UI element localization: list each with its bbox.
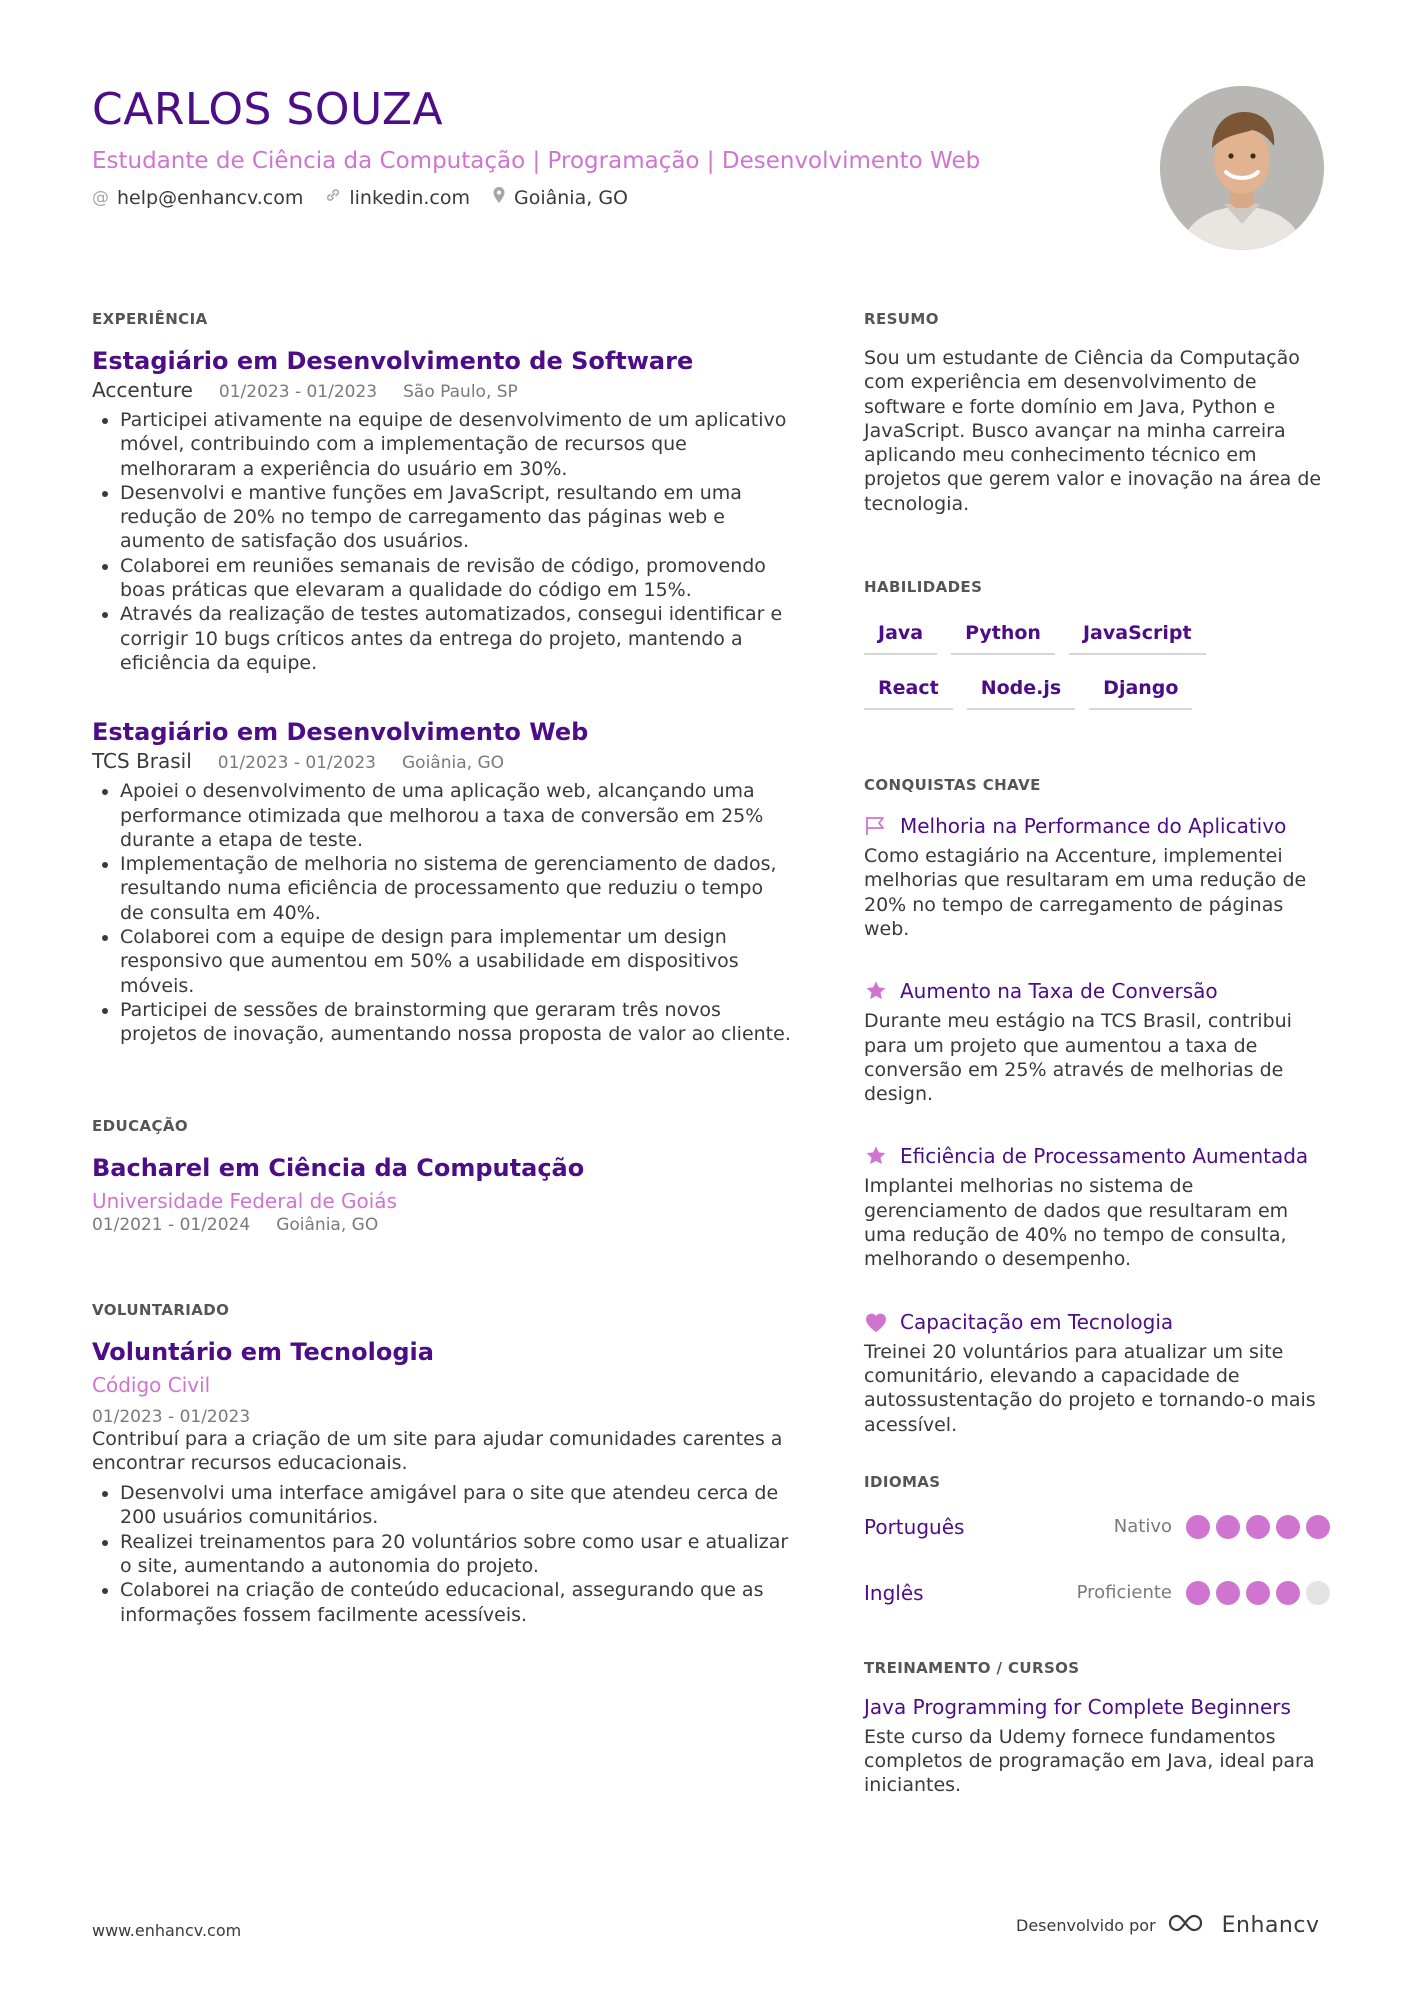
bullet-item: • Desenvolvi e mantive funções em JavaScript, resultando em uma redução de 20% no tempo de carregamento das páginas web e aumento de satisfação dos usuários. — [120, 481, 792, 554]
language-row — [864, 1509, 1330, 1545]
footer-website[interactable]: www.enhancv.com — [92, 1921, 242, 1940]
job-company: TCS Brasil — [92, 749, 192, 774]
job-role: Estagiário em Desenvolvimento Web — [92, 718, 589, 747]
achievement-item — [864, 812, 1330, 941]
contact-linkedin[interactable]: linkedin.com — [325, 186, 470, 209]
skill-tag: JavaScript — [1069, 618, 1206, 655]
rating-dot-filled — [1216, 1581, 1240, 1605]
rating-dot-filled — [1276, 1581, 1300, 1605]
footer-branding — [1016, 1912, 1319, 1938]
achievement-title: Melhoria na Performance do Aplicativo — [900, 814, 1287, 839]
language-rating — [1186, 1581, 1330, 1605]
link-icon — [325, 187, 341, 208]
section-heading: TREINAMENTO / CURSOS — [864, 1658, 1080, 1677]
course-text: Este curso da Udemy fornece fundamentos completos de programação em Java, ideal para iniciantes. — [864, 1725, 1315, 1797]
bullet-item: • Colaborei na criação de conteúdo educacional, assegurando que as informações fossem facilmente acessíveis. — [120, 1578, 792, 1627]
skills-list — [864, 618, 1304, 710]
bullet-item: • Realizei treinamentos para 20 voluntários sobre como usar e atualizar o site, aumentando a autonomia do projeto. — [120, 1530, 792, 1579]
language-row — [864, 1575, 1330, 1611]
language-name: Português — [864, 1514, 965, 1539]
achievement-title: Capacitação em Tecnologia — [900, 1309, 1174, 1334]
section-heading: IDIOMAS — [864, 1472, 941, 1491]
rating-dot-filled — [1276, 1515, 1300, 1539]
contact-bar — [92, 186, 628, 209]
achievement-item — [864, 977, 1330, 1106]
education-location: Goiânia, GO — [276, 1214, 379, 1235]
contact-email[interactable]: @ help@enhancv.com — [92, 186, 304, 209]
achievement-title: Aumento na Taxa de Conversão — [900, 979, 1218, 1004]
achievement-text: Durante meu estágio na TCS Brasil, contribui para um projeto que aumentou a taxa de conversão em 25% através de melhorias de design. — [864, 1010, 1292, 1106]
bullet-item: • Desenvolvi uma interface amigável para o site que atendeu cerca de 200 usuários comunitários. — [120, 1481, 792, 1530]
rating-dot-empty — [1306, 1581, 1330, 1605]
languages-section — [864, 1473, 1330, 1611]
skill-tag: Node.js — [967, 673, 1075, 710]
profile-photo — [1160, 86, 1324, 250]
education-section — [92, 1117, 792, 1235]
skill-tag: Django — [1089, 673, 1192, 710]
candidate-title: Estudante de Ciência da Computação | Programação | Desenvolvimento Web — [92, 148, 981, 174]
achievement-text: Treinei 20 voluntários para atualizar um site comunitário, elevando a capacidade de autossustentação do projeto e tornando-o mais acessível. — [864, 1340, 1316, 1436]
contact-location: Goiânia, GO — [492, 186, 628, 209]
skills-section — [864, 578, 1330, 710]
language-level: Proficiente — [1076, 1582, 1172, 1604]
volunteer-description: Contribuí para a criação de um site para ajudar comunidades carentes a encontrar recursos educacionais. — [92, 1427, 783, 1474]
rating-dot-filled — [1246, 1515, 1270, 1539]
job-bullets — [92, 408, 792, 675]
job-dates: 01/2023 - 01/2023 — [218, 382, 378, 402]
achievement-item — [864, 1142, 1330, 1271]
summary-text: Sou um estudante de Ciência da Computação com experiência em desenvolvimento de software e forte domínio em Java, Python e JavaScript. Busco avançar na minha carreira aplicando meu conhecimento técnico em projetos que gerem valor e inovação na área de tecnologia. — [864, 347, 1322, 515]
section-heading: EDUCAÇÃO — [92, 1116, 189, 1135]
job-entry — [92, 346, 792, 675]
section-heading: CONQUISTAS CHAVE — [864, 776, 1041, 795]
job-company: Accenture — [92, 378, 193, 402]
volunteer-section — [92, 1301, 792, 1627]
job-bullets — [92, 779, 792, 1046]
job-dates: 01/2023 - 01/2023 — [217, 753, 376, 774]
star-icon — [864, 1144, 888, 1168]
job-entry — [92, 717, 792, 1046]
skill-tag: React — [864, 673, 953, 710]
volunteer-role: Voluntário em Tecnologia — [92, 1337, 434, 1366]
volunteer-bullets — [92, 1481, 792, 1627]
training-section — [864, 1659, 1330, 1798]
rating-dot-filled — [1186, 1581, 1210, 1605]
powered-by-label: Desenvolvido por — [1016, 1915, 1156, 1935]
achievement-text: Como estagiário na Accenture, implementei melhorias que resultaram em uma redução de 20% no tempo de carregamento de páginas web. — [864, 845, 1307, 940]
achievement-item — [864, 1308, 1330, 1437]
bullet-item: • Apoiei o desenvolvimento de uma aplicação web, alcançando uma performance otimizada que melhorou a taxa de conversão em 25% durante a etapa de teste. — [120, 779, 792, 852]
bullet-item: • Colaborei com a equipe de design para implementar um design responsivo que aumentou em 50% a usabilidade em dispositivos móveis. — [120, 925, 792, 998]
rating-dot-filled — [1186, 1515, 1210, 1539]
right-column — [864, 310, 1330, 1798]
achievement-text: Implantei melhorias no sistema de gerenciamento de dados que resultaram em uma redução de 40% no tempo de consulta, melhorando o desempenho. — [864, 1175, 1289, 1271]
course-title: Java Programming for Complete Beginners — [864, 1694, 1291, 1719]
job-role: Estagiário em Desenvolvimento de Software — [92, 347, 694, 375]
volunteer-dates: 01/2023 - 01/2023 — [92, 1406, 251, 1427]
achievements-section — [864, 776, 1330, 1437]
volunteer-org: Código Civil — [92, 1372, 211, 1397]
job-meta — [92, 749, 792, 773]
job-location: Goiânia, GO — [402, 753, 504, 774]
bullet-item: • Através da realização de testes automatizados, consegui identificar e corrigir 10 bugs críticos antes da entrega do projeto, mantendo a eficiência da equipe. — [120, 602, 792, 675]
language-rating — [1186, 1515, 1330, 1539]
rating-dot-filled — [1306, 1515, 1330, 1539]
brand-name: Enhancv — [1221, 1912, 1320, 1938]
job-meta — [92, 378, 792, 402]
section-heading: RESUMO — [864, 310, 939, 328]
section-heading: EXPERIÊNCIA — [92, 310, 208, 328]
job-location: São Paulo, SP — [403, 382, 518, 402]
education-degree: Bacharel em Ciência da Computação — [92, 1153, 585, 1182]
star-icon — [864, 979, 888, 1003]
enhancv-logo-icon — [1166, 1912, 1212, 1938]
bullet-item: • Colaborei em reuniões semanais de revisão de código, promovendo boas práticas que elevaram a qualidade do código em 15%. — [120, 554, 792, 603]
location-pin-icon — [492, 186, 506, 209]
language-name: Inglês — [864, 1580, 924, 1605]
left-column — [92, 310, 792, 1627]
section-heading: HABILIDADES — [864, 578, 983, 597]
education-school: Universidade Federal de Goiás — [92, 1188, 397, 1213]
summary-section — [864, 310, 1330, 516]
candidate-name: CARLOS SOUZA — [92, 84, 444, 135]
flag-icon — [864, 814, 888, 838]
skill-tag: Java — [864, 618, 937, 655]
language-level: Nativo — [1113, 1516, 1172, 1538]
rating-dot-filled — [1246, 1581, 1270, 1605]
education-meta — [92, 1215, 792, 1235]
heart-icon — [864, 1310, 888, 1334]
rating-dot-filled — [1216, 1515, 1240, 1539]
bullet-item: • Implementação de melhoria no sistema de gerenciamento de dados, resultando numa eficiência de processamento que reduziu o tempo de consulta em 40%. — [120, 852, 792, 925]
bullet-item: • Participei de sessões de brainstorming que geraram três novos projetos de inovação, aumentando nossa proposta de valor ao cliente. — [120, 998, 792, 1047]
achievement-title: Eficiência de Processamento Aumentada — [900, 1144, 1309, 1169]
at-icon: @ — [92, 187, 109, 208]
experience-section — [92, 310, 792, 1047]
education-dates: 01/2021 - 01/2024 — [92, 1214, 251, 1235]
bullet-item: • Participei ativamente na equipe de desenvolvimento de um aplicativo móvel, contribuindo com a implementação de recursos que melhoraram a experiência do usuário em 30%. — [120, 408, 792, 481]
skill-tag: Python — [951, 618, 1055, 655]
section-heading: VOLUNTARIADO — [92, 1300, 230, 1319]
